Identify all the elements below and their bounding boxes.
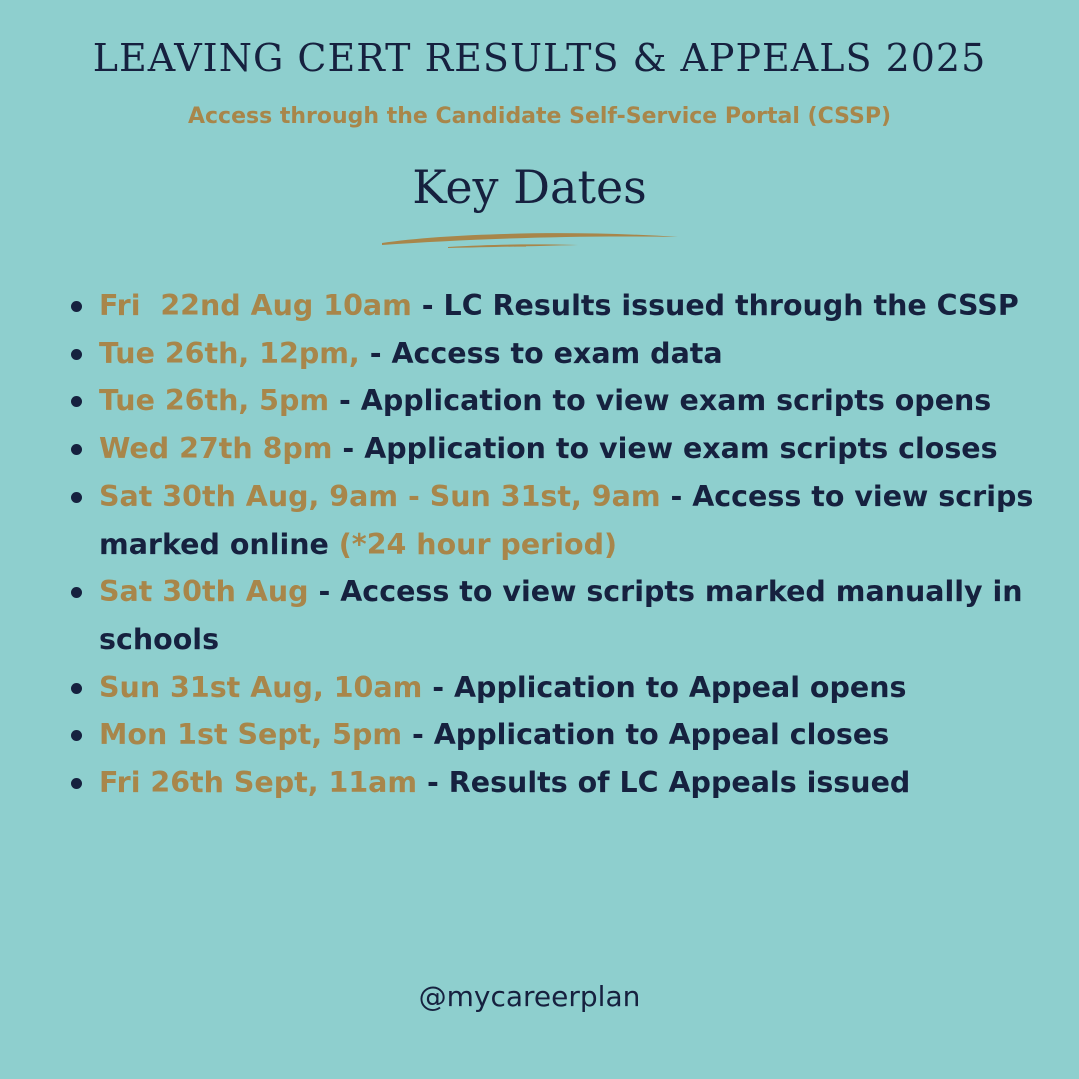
list-item [68,711,1058,759]
item-separator: - [417,766,449,800]
page-title: LEAVING CERT RESULTS & APPEALS 2025 [92,36,987,80]
key-dates-list [68,282,1058,807]
item-text: Results of LC Appeals issued [448,766,911,800]
item-separator: - [308,575,341,609]
item-separator: - [411,289,444,322]
bullet-icon [71,396,82,407]
item-text: Application to Appeal closes [433,718,890,752]
item-date: Fri 26th Sept, 11am [99,766,418,800]
item-date: Sun 31st Aug, 10am [99,670,423,704]
list-item [68,377,1058,425]
item-date: Sat 30th Aug [99,575,309,609]
item-text: Application to view exam scripts closes [364,432,998,466]
item-date: Tue 26th, 12pm, [99,336,360,370]
list-item [68,664,1058,712]
item-separator: - [402,718,434,752]
item-date: Mon 1st Sept, 5pm [99,718,403,752]
item-text: Access to exam data [391,336,723,370]
bullet-icon [71,444,82,455]
item-text: Access to view scrips marked online [99,479,1034,561]
list-item [68,568,1058,663]
page-subtitle: Access through the Candidate Self-Service Portal (CSSP) [187,104,892,129]
bullet-icon [71,683,82,694]
list-item [68,282,1058,330]
item-separator: - [660,479,693,513]
bullet-icon [71,730,82,741]
bullet-icon [71,778,82,789]
item-date: Tue 26th, 5pm [99,384,330,418]
item-text: Access to view scripts marked manually in schools [99,575,1023,656]
item-separator: - [359,336,392,370]
item-note: (*24 hour period) [328,527,617,561]
bullet-icon [71,587,82,598]
social-handle: @mycareerplan [418,980,641,1013]
item-separator: - [422,670,454,704]
item-text: LC Results issued through the CSSP [443,289,1019,322]
list-item [68,759,1058,807]
bullet-icon [71,349,82,360]
item-separator: - [332,432,365,466]
item-text: Application to Appeal opens [453,670,907,704]
list-item [68,473,1058,568]
list-item [68,425,1058,473]
section-heading: Key Dates [412,160,647,214]
bullet-icon [71,301,82,312]
item-date: Wed 27th 8pm [99,432,333,466]
item-date: Fri 22nd Aug 10am [99,289,412,322]
item-separator: - [329,384,361,418]
item-date: Sat 30th Aug, 9am - Sun 31st, 9am [99,479,661,513]
bullet-icon [71,492,82,503]
brush-stroke-divider [378,226,682,252]
item-text: Application to view exam scripts opens [360,384,992,418]
list-item [68,330,1058,378]
